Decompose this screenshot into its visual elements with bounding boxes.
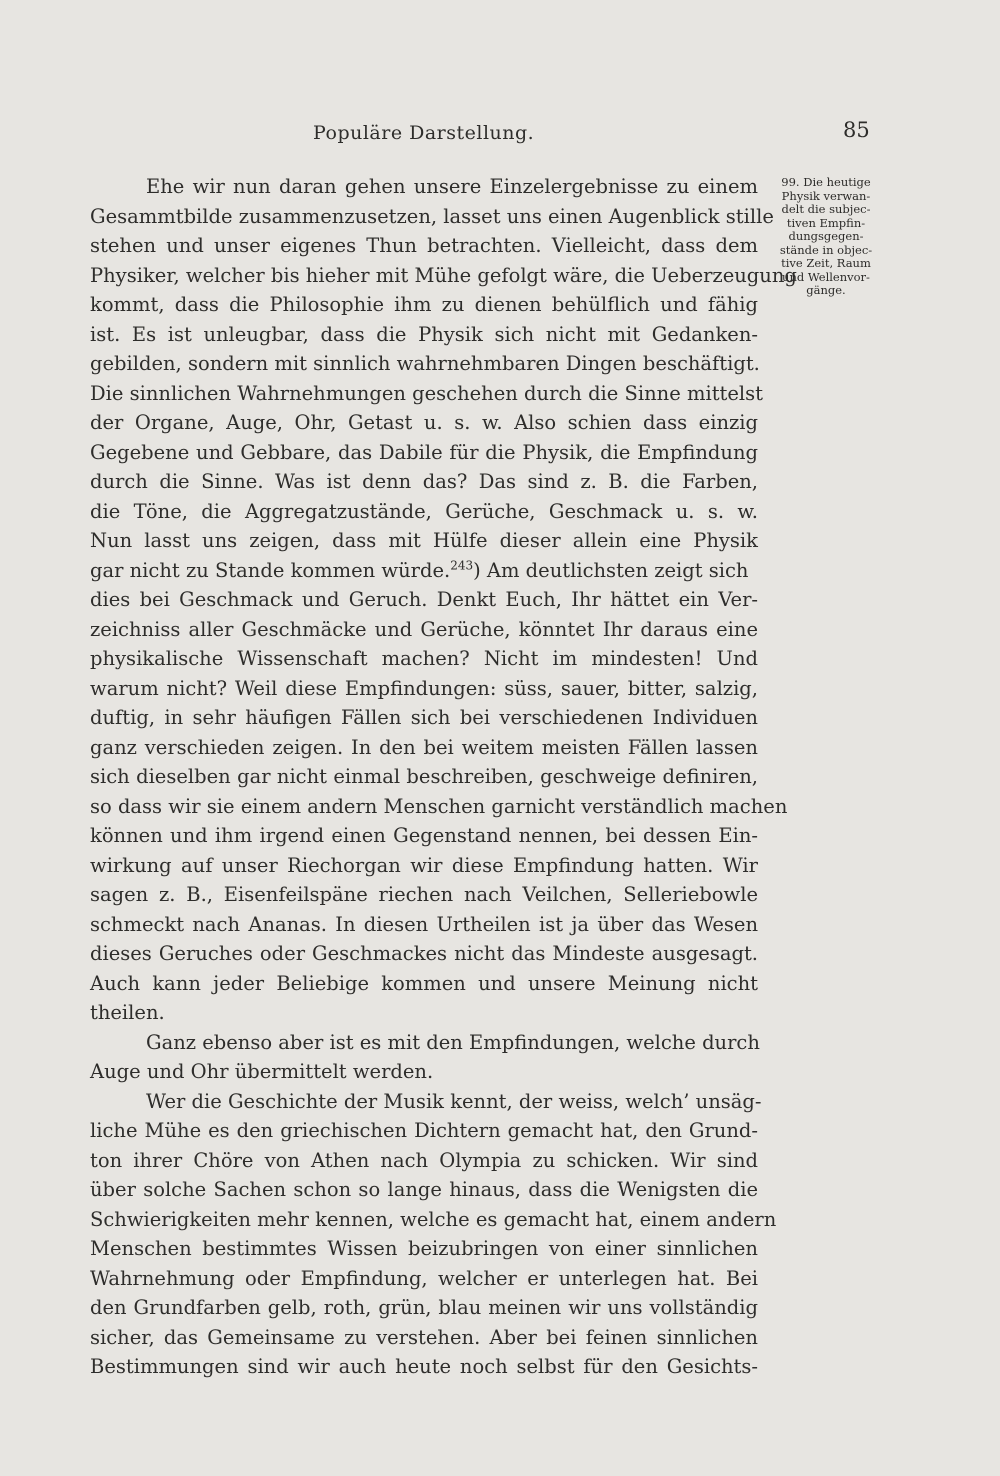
text-line: über solche Sachen schon so lange hinaus, dass die Wenigsten die (90, 1178, 758, 1201)
body-text (90, 172, 797, 1382)
text-line: duftig, in sehr häufigen Fällen sich bei verschiedenen Individuen (90, 706, 758, 729)
text-line: Physiker, welcher bis hieher mit Mühe gefolgt wäre, die Ueberzeugung (90, 263, 797, 287)
text-line: warum nicht? Weil diese Empfindungen: süss, sauer, bitter, salzig, (90, 676, 758, 700)
text-line: Menschen bestimmtes Wissen beizubringen von einer sinnlichen (90, 1237, 758, 1260)
text-line: theilen. (90, 1001, 165, 1024)
marginal-note (762, 176, 890, 298)
text-line: Die sinnlichen Wahrnehmungen geschehen durch die Sinne mittelst (90, 381, 763, 405)
marginal-note-line: Physik verwan- (781, 188, 871, 203)
text-line: sicher, das Gemeinsame zu verstehen. Aber bei feinen sinnlichen (90, 1325, 758, 1349)
marginal-note-line: 99. Die heutige (781, 175, 871, 189)
page-number: 85 (843, 118, 870, 142)
running-header: Populäre Darstellung. (313, 122, 535, 144)
text-line: Ehe wir nun daran gehen unsere Einzelergebnisse zu einem (146, 175, 758, 198)
text-line: dieses Geruches oder Geschmackes nicht das Mindeste ausgesagt. (90, 942, 758, 965)
text-line: durch die Sinne. Was ist denn das? Das sind z. B. die Farben, (90, 470, 758, 493)
text-line: Auch kann jeder Beliebige kommen und unsere Meinung nicht (90, 971, 758, 995)
text-line: der Organe, Auge, Ohr, Getast u. s. w. Also schien dass einzig (90, 411, 758, 434)
text-line: Schwierigkeiten mehr kennen, welche es gemacht hat, einem andern (90, 1207, 777, 1231)
marginal-note-line: stände in objec- (779, 242, 873, 257)
text-line: wirkung auf unser Riechorgan wir diese Empfindung hatten. Wir (90, 853, 758, 877)
marginal-note-line: gänge. (806, 283, 846, 297)
text-line: gebilden, sondern mit sinnlich wahrnehmbaren Dingen beschäftigt. (90, 352, 760, 375)
text-line: physikalische Wissenschaft machen? Nicht im mindesten! Und (90, 647, 758, 670)
text-line: liche Mühe es den griechischen Dichtern gemacht hat, den Grund- (90, 1119, 758, 1142)
text-line: Auge und Ohr übermittelt werden. (90, 1060, 434, 1083)
marginal-note-line: tive Zeit, Raum (781, 256, 871, 270)
text-line: Wahrnehmung oder Empfindung, welcher er unterlegen hat. Bei (90, 1266, 758, 1290)
text-line-with-footnote (90, 556, 758, 586)
text-segment: gar nicht zu Stande kommen würde. (90, 558, 451, 582)
text-line: so dass wir sie einem andern Menschen garnicht verständlich machen (90, 794, 788, 818)
text-line: schmeckt nach Ananas. In diesen Urtheilen ist ja über das Wesen (90, 912, 758, 936)
footnote-reference: 243 (450, 558, 474, 572)
text-line: stehen und unser eigenes Thun betrachten. Vielleicht, dass dem (90, 234, 758, 257)
text-line: kommt, dass die Philosophie ihm zu dienen behülflich und fähig (90, 293, 758, 316)
text-line: dies bei Geschmack und Geruch. Denkt Euch, Ihr hättet ein Ver- (90, 588, 758, 611)
text-line: ton ihrer Chöre von Athen nach Olympia zu schicken. Wir sind (90, 1148, 758, 1172)
text-line: sich dieselben gar nicht einmal beschreiben, geschweige definiren, (90, 765, 758, 788)
text-line: zeichniss aller Geschmäcke und Gerüche, könntet Ihr daraus eine (90, 617, 758, 641)
text-line: sagen z. B., Eisenfeilspäne riechen nach Veilchen, Selleriebowle (90, 883, 758, 906)
marginal-note-line: dungsgegen- (788, 229, 864, 243)
marginal-note-line: und Wellenvor- (782, 269, 870, 284)
text-line: können und ihm irgend einen Gegenstand nennen, bei dessen Ein- (90, 824, 758, 847)
text-line: Ganz ebenso aber ist es mit den Empfindungen, welche durch (146, 1030, 760, 1054)
text-segment: ) Am deutlichsten zeigt sich (473, 558, 749, 582)
text-line: Gesammtbilde zusammenzusetzen, lasset uns einen Augenblick stille (90, 204, 774, 228)
text-line: Bestimmungen sind wir auch heute noch selbst für den Gesichts- (90, 1355, 758, 1378)
text-line: Nun lasst uns zeigen, dass mit Hülfe dieser allein eine Physik (90, 529, 758, 552)
text-line: den Grundfarben gelb, roth, grün, blau meinen wir uns vollständig (90, 1296, 758, 1319)
text-line: Wer die Geschichte der Musik kennt, der weiss, welch’ unsäg- (146, 1089, 762, 1113)
text-line: Gegebene und Gebbare, das Dabile für die Physik, die Empfindung (90, 440, 758, 464)
text-line: ist. Es ist unleugbar, dass die Physik sich nicht mit Gedanken- (90, 322, 758, 346)
text-line: die Töne, die Aggregatzustände, Gerüche, Geschmack u. s. w. (90, 499, 758, 523)
marginal-note-line: tiven Empfin- (786, 215, 866, 230)
text-line: ganz verschieden zeigen. In den bei weitem meisten Fällen lassen (90, 735, 758, 759)
marginal-note-line: delt die subjec- (781, 202, 871, 216)
